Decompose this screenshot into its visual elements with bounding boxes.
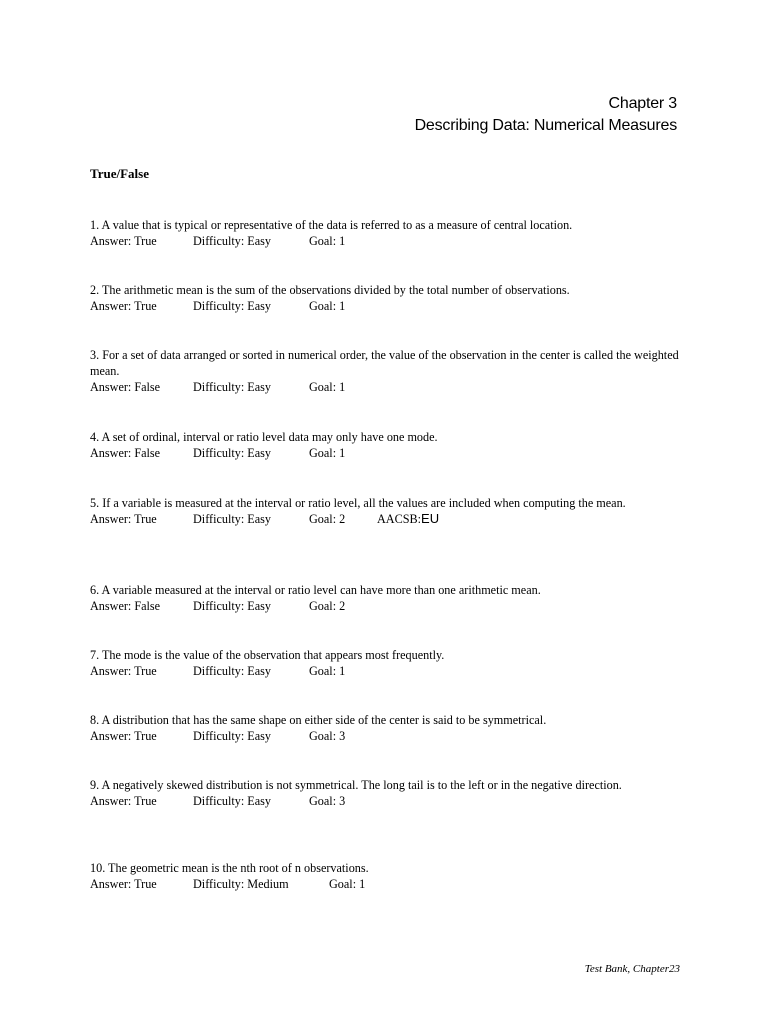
question-meta [90, 663, 680, 679]
question-meta [90, 233, 680, 249]
section-heading: True/False [90, 166, 149, 181]
aacsb-tag [377, 511, 439, 527]
question-text: 9. A negatively skewed distribution is not symmetrical. The long tail is to the left or in the negative direction. [90, 778, 622, 792]
answer-label: Answer: True [90, 877, 157, 891]
question-text: 1. A value that is typical or representative of the data is referred to as a measure of central location. [90, 218, 573, 232]
goal-label: Goal: 3 [309, 729, 346, 743]
difficulty-label: Difficulty: Easy [193, 512, 271, 526]
question-item [90, 429, 680, 461]
question-meta [90, 511, 680, 527]
difficulty-label: Difficulty: Easy [193, 234, 271, 248]
page-footer: Test Bank, Chapter23 [584, 963, 680, 975]
question-item [90, 860, 680, 892]
question-item [90, 282, 680, 314]
answer-label: Answer: True [90, 664, 157, 678]
question-item [90, 647, 680, 679]
goal-label: Goal: 1 [309, 299, 346, 313]
answer-label: Answer: True [90, 729, 157, 743]
question-text: 2. The arithmetic mean is the sum of the observations divided by the total number of observations. [90, 283, 570, 297]
goal-label: Goal: 1 [309, 664, 346, 678]
difficulty-label: Difficulty: Easy [193, 380, 271, 394]
goal-label: Goal: 1 [309, 380, 346, 394]
question-item [90, 582, 680, 614]
aacsb-value: EU [421, 511, 440, 526]
goal-label: Goal: 1 [329, 877, 366, 891]
aacsb-label: AACSB: [377, 512, 422, 526]
difficulty-label: Difficulty: Easy [193, 794, 271, 808]
goal-label: Goal: 3 [309, 794, 346, 808]
chapter-title: Describing Data: Numerical Measures [414, 117, 677, 134]
question-item [90, 495, 680, 527]
answer-label: Answer: False [90, 446, 161, 460]
question-item [90, 217, 680, 249]
difficulty-label: Difficulty: Easy [193, 664, 271, 678]
difficulty-label: Difficulty: Easy [193, 729, 271, 743]
question-text: 6. A variable measured at the interval or ratio level can have more than one arithmetic mean. [90, 583, 541, 597]
difficulty-label: Difficulty: Easy [193, 599, 271, 613]
question-text: 8. A distribution that has the same shape on either side of the center is said to be symmetrical. [90, 713, 547, 727]
answer-label: Answer: True [90, 234, 157, 248]
question-text: 3. For a set of data arranged or sorted in numerical order, the value of the observation in the center is called the weighted mean. [90, 348, 679, 378]
difficulty-label: Difficulty: Medium [193, 877, 289, 891]
goal-label: Goal: 2 [309, 599, 346, 613]
answer-label: Answer: False [90, 380, 161, 394]
chapter-number: Chapter 3 [608, 95, 677, 112]
goal-label: Goal: 1 [309, 446, 346, 460]
goal-label: Goal: 1 [309, 234, 346, 248]
question-item [90, 712, 680, 744]
chapter-header [415, 93, 677, 137]
question-meta [90, 298, 680, 314]
answer-label: Answer: True [90, 512, 157, 526]
question-text: 4. A set of ordinal, interval or ratio level data may only have one mode. [90, 430, 438, 444]
question-meta [90, 445, 680, 461]
question-text: 7. The mode is the value of the observation that appears most frequently. [90, 648, 445, 662]
question-meta [90, 876, 680, 892]
answer-label: Answer: True [90, 299, 157, 313]
question-meta [90, 379, 680, 395]
answer-label: Answer: True [90, 794, 157, 808]
question-text: 10. The geometric mean is the nth root of n observations. [90, 861, 369, 875]
question-item [90, 347, 680, 395]
difficulty-label: Difficulty: Easy [193, 299, 271, 313]
question-meta [90, 598, 680, 614]
difficulty-label: Difficulty: Easy [193, 446, 271, 460]
goal-label: Goal: 2 [309, 512, 346, 526]
question-item [90, 777, 680, 809]
question-meta [90, 728, 680, 744]
question-text: 5. If a variable is measured at the interval or ratio level, all the values are included when computing the mean. [90, 496, 626, 510]
answer-label: Answer: False [90, 599, 161, 613]
question-meta [90, 793, 680, 809]
